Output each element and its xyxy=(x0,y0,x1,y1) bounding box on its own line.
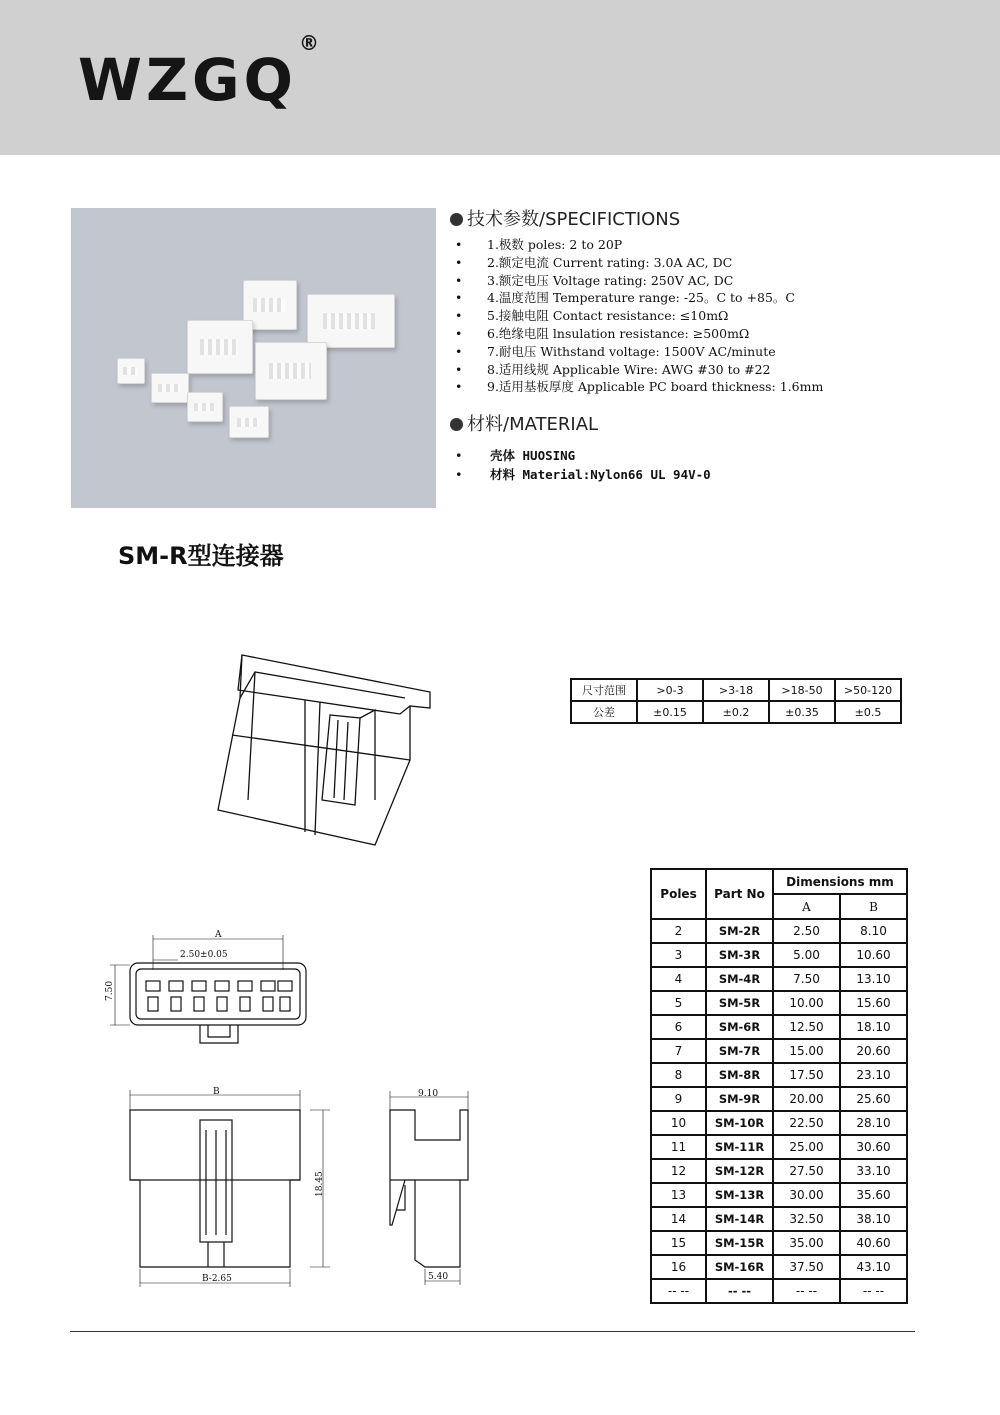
registered-mark: ® xyxy=(298,30,323,55)
header-dimensions: Dimensions mm xyxy=(773,869,907,894)
table-row xyxy=(651,1015,907,1039)
cell-part-no: SM-14R xyxy=(706,1207,773,1231)
cell-dim-b: 38.10 xyxy=(840,1207,907,1231)
table-header-row xyxy=(651,869,907,894)
cell-part-no: SM-16R xyxy=(706,1255,773,1279)
spec-text: 2.额定电流 Current rating: 3.0A AC, DC xyxy=(487,254,733,270)
spec-item: • 3.额定电压 Voltage rating: 250V AC, DC xyxy=(455,272,734,288)
cell-part-no: SM-8R xyxy=(706,1063,773,1087)
dim-label-depth: 9.10 xyxy=(418,1089,439,1099)
specifications-title-text: 技术参数/SPECIFICTIONS xyxy=(467,209,681,230)
cell-part-no: SM-4R xyxy=(706,967,773,991)
table-row xyxy=(571,701,901,723)
cell-part-no: SM-10R xyxy=(706,1111,773,1135)
cell-dim-b: 40.60 xyxy=(840,1231,907,1255)
cell-poles: 13 xyxy=(651,1183,706,1207)
cell-dim-a: 5.00 xyxy=(773,943,840,967)
cell-dim-b: 30.60 xyxy=(840,1135,907,1159)
table-cell: >50-120 xyxy=(835,679,901,701)
spec-item: • 5.接触电阻 Contact resistance: ≤10mΩ xyxy=(455,308,729,324)
cell-poles: 4 xyxy=(651,967,706,991)
material-title-text: 材料/MATERIAL xyxy=(467,414,599,435)
bullet-dot-icon xyxy=(450,213,463,226)
dim-label-bottom: 5.40 xyxy=(428,1272,449,1282)
dim-label-height-side: 18.45 xyxy=(315,1171,325,1197)
table-row xyxy=(651,919,907,943)
cell-part-no: SM-12R xyxy=(706,1159,773,1183)
table-cell: >0-3 xyxy=(637,679,703,701)
cell-poles: 2 xyxy=(651,919,706,943)
cell-part-no: SM-13R xyxy=(706,1183,773,1207)
material-item: • 壳体 HUOSING xyxy=(455,448,576,463)
table-cell: >18-50 xyxy=(769,679,835,701)
cell-poles: 11 xyxy=(651,1135,706,1159)
cell-part-no: SM-11R xyxy=(706,1135,773,1159)
terminal-cavities xyxy=(146,981,292,1011)
brand-name: WZGQ xyxy=(78,46,297,114)
header-band xyxy=(0,0,1000,155)
spec-item: • 6.绝缘电阻 lnsulation resistance: ≥500mΩ xyxy=(455,325,750,341)
dimensions-table xyxy=(650,868,908,1304)
cell-poles: 15 xyxy=(651,1231,706,1255)
table-row xyxy=(651,943,907,967)
dim-label-b-formula: B-2.65 xyxy=(202,1274,232,1284)
spec-item: • 4.温度范围 Temperature range: -25。C to +85。C xyxy=(455,290,795,306)
spec-item: • 9.适用基板厚度 Applicable PC board thickness: 1.6mm xyxy=(455,379,824,395)
table-row xyxy=(651,1159,907,1183)
table-row xyxy=(651,1135,907,1159)
brand-logo xyxy=(78,30,323,114)
cell-dim-b: 15.60 xyxy=(840,991,907,1015)
table-cell: ±0.2 xyxy=(703,701,769,723)
table-cell: ±0.5 xyxy=(835,701,901,723)
spec-item: • 8.适用线规 Applicable Wire: AWG #30 to #22 xyxy=(455,361,771,377)
cell-poles: 5 xyxy=(651,991,706,1015)
table-cell: >3-18 xyxy=(703,679,769,701)
cell-dim-a: 17.50 xyxy=(773,1063,840,1087)
cell-poles: 7 xyxy=(651,1039,706,1063)
cell-dim-a: 7.50 xyxy=(773,967,840,991)
table-row xyxy=(651,1279,907,1303)
cell-dim-b: 8.10 xyxy=(840,919,907,943)
cell-part-no: SM-5R xyxy=(706,991,773,1015)
dim-label-height-front: 7.50 xyxy=(105,980,115,1001)
cell-dim-a: 35.00 xyxy=(773,1231,840,1255)
material-item: • 材料 Material:Nylon66 UL 94V-0 xyxy=(455,467,711,482)
material-title xyxy=(450,410,598,436)
table-row xyxy=(651,1039,907,1063)
cell-part-no: SM-9R xyxy=(706,1087,773,1111)
specifications-title xyxy=(450,205,680,231)
top-view-drawing xyxy=(110,1085,335,1290)
table-row xyxy=(651,967,907,991)
cell-dim-a: 37.50 xyxy=(773,1255,840,1279)
cell-poles: 14 xyxy=(651,1207,706,1231)
material-text: 壳体 HUOSING xyxy=(490,448,576,463)
cell-dim-b: 43.10 xyxy=(840,1255,907,1279)
spec-text: 3.额定电压 Voltage rating: 250V AC, DC xyxy=(487,272,734,288)
cell-dim-a: 10.00 xyxy=(773,991,840,1015)
spec-text: 9.适用基板厚度 Applicable PC board thickness: 1.6mm xyxy=(487,379,824,395)
spec-item: • 2.额定电流 Current rating: 3.0A AC, DC xyxy=(455,254,733,270)
table-cell: 公差 xyxy=(571,701,637,723)
cell-dim-a: 22.50 xyxy=(773,1111,840,1135)
cell-dim-b: 10.60 xyxy=(840,943,907,967)
product-connector xyxy=(187,392,223,422)
dim-label-pitch: 2.50±0.05 xyxy=(180,950,228,960)
header-b: B xyxy=(840,894,907,919)
product-title: SM-R型连接器 xyxy=(118,542,284,570)
cell-poles: 3 xyxy=(651,943,706,967)
product-connector xyxy=(117,358,145,384)
spec-text: 1.极数 poles: 2 to 20P xyxy=(487,237,623,252)
cell-dim-a: -- -- xyxy=(773,1279,840,1303)
header-poles: Poles xyxy=(651,869,706,919)
cell-dim-b: -- -- xyxy=(840,1279,907,1303)
cell-dim-b: 13.10 xyxy=(840,967,907,991)
cell-dim-b: 33.10 xyxy=(840,1159,907,1183)
cell-part-no: SM-3R xyxy=(706,943,773,967)
cell-poles: 12 xyxy=(651,1159,706,1183)
spec-text: 7.耐电压 Withstand voltage: 1500V AC/minute xyxy=(487,343,776,359)
cell-part-no: SM-2R xyxy=(706,919,773,943)
cell-poles: 9 xyxy=(651,1087,706,1111)
cell-dim-b: 23.10 xyxy=(840,1063,907,1087)
spec-item: • 7.耐电压 Withstand voltage: 1500V AC/minute xyxy=(455,343,776,359)
front-view-drawing xyxy=(100,925,325,1050)
product-connector xyxy=(307,294,395,348)
spec-text: 6.绝缘电阻 lnsulation resistance: ≥500mΩ xyxy=(487,325,750,341)
side-view-drawing xyxy=(380,1085,480,1290)
bullet-dot-icon xyxy=(450,418,463,431)
cell-poles: 6 xyxy=(651,1015,706,1039)
cell-dim-b: 28.10 xyxy=(840,1111,907,1135)
cell-part-no: SM-15R xyxy=(706,1231,773,1255)
cell-poles: 8 xyxy=(651,1063,706,1087)
cell-poles: 16 xyxy=(651,1255,706,1279)
table-row xyxy=(651,991,907,1015)
table-row xyxy=(651,1183,907,1207)
cell-part-no: SM-7R xyxy=(706,1039,773,1063)
table-row xyxy=(651,1111,907,1135)
product-photo xyxy=(71,208,436,508)
cell-poles: -- -- xyxy=(651,1279,706,1303)
spec-item: • 1.极数 poles: 2 to 20P xyxy=(455,237,623,252)
cell-poles: 10 xyxy=(651,1111,706,1135)
table-row xyxy=(651,1255,907,1279)
cell-dim-a: 30.00 xyxy=(773,1183,840,1207)
cell-dim-a: 25.00 xyxy=(773,1135,840,1159)
table-row xyxy=(651,1087,907,1111)
header-part-no: Part No xyxy=(706,869,773,919)
table-row xyxy=(651,1063,907,1087)
dimensions-table-body xyxy=(651,919,907,1303)
cell-dim-b: 35.60 xyxy=(840,1183,907,1207)
dim-label-a: A xyxy=(215,930,222,940)
table-row xyxy=(651,1231,907,1255)
cell-dim-a: 15.00 xyxy=(773,1039,840,1063)
table-cell: ±0.35 xyxy=(769,701,835,723)
cell-dim-b: 20.60 xyxy=(840,1039,907,1063)
product-connector xyxy=(229,406,269,438)
specifications-list xyxy=(455,236,823,396)
product-connector xyxy=(187,320,253,374)
tolerance-table xyxy=(570,678,902,724)
header-a: A xyxy=(773,894,840,919)
product-connector xyxy=(151,373,189,403)
material-text: 材料 Material:Nylon66 UL 94V-0 xyxy=(490,467,711,482)
cell-dim-a: 12.50 xyxy=(773,1015,840,1039)
cell-dim-b: 25.60 xyxy=(840,1087,907,1111)
cell-dim-a: 20.00 xyxy=(773,1087,840,1111)
spec-text: 8.适用线规 Applicable Wire: AWG #30 to #22 xyxy=(487,361,771,377)
table-row xyxy=(571,679,901,701)
material-list xyxy=(455,446,711,484)
cell-part-no: -- -- xyxy=(706,1279,773,1303)
cell-dim-a: 32.50 xyxy=(773,1207,840,1231)
cell-dim-a: 27.50 xyxy=(773,1159,840,1183)
dim-label-b: B xyxy=(213,1087,220,1097)
cell-dim-b: 18.10 xyxy=(840,1015,907,1039)
spec-text: 4.温度范围 Temperature range: -25。C to +85。C xyxy=(487,290,795,306)
cell-dim-a: 2.50 xyxy=(773,919,840,943)
isometric-drawing xyxy=(210,650,440,855)
spec-text: 5.接触电阻 Contact resistance: ≤10mΩ xyxy=(487,308,729,324)
cell-part-no: SM-6R xyxy=(706,1015,773,1039)
table-cell: 尺寸范围 xyxy=(571,679,637,701)
table-row xyxy=(651,1207,907,1231)
product-connector xyxy=(255,342,327,400)
footer-divider xyxy=(70,1331,915,1332)
table-cell: ±0.15 xyxy=(637,701,703,723)
